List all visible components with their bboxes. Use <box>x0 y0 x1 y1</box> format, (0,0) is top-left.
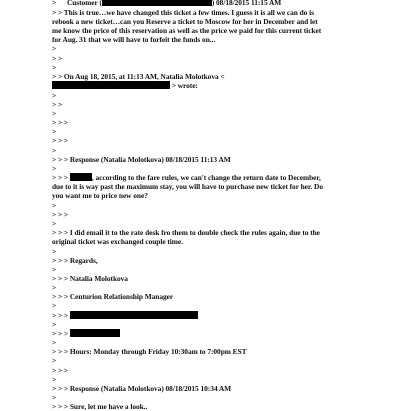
text-line <box>52 338 56 347</box>
line-text: > <box>52 109 57 118</box>
redaction-bar <box>70 311 198 319</box>
line-text: > > > Response (Natalia Molotkova) 08/18/2015 11:13 AM <box>52 155 231 164</box>
text-line <box>52 247 56 256</box>
line-text: > <box>52 338 57 347</box>
text-line <box>52 164 56 173</box>
line-text: rebook a new ticket…can you Reserve a ticket to Moscow for her in December and let <box>52 17 318 26</box>
line-text: > > > Regards, <box>52 256 98 265</box>
line-text: > > <box>52 54 63 63</box>
text-line <box>52 136 68 145</box>
line-text: > <box>52 283 57 292</box>
text-line <box>52 17 318 26</box>
line-text: > > > Response (Natalia Molotkova) 08/18/2015 10:34 AM <box>52 384 232 393</box>
text-line <box>52 54 62 63</box>
text-line <box>52 72 225 81</box>
line-text: > > > <box>52 311 70 320</box>
line-text: > > > I did email it to the rate desk fro them to double check the rules again, due to the <box>52 228 320 237</box>
redaction-bar <box>70 173 92 181</box>
line-text: > <box>52 201 57 210</box>
line-text: > <box>52 44 57 53</box>
line-text: > <box>52 219 57 228</box>
line-text: > <box>52 164 57 173</box>
line-text: > <box>52 63 57 72</box>
redaction-bar <box>52 81 170 89</box>
text-line <box>52 191 148 200</box>
text-line <box>52 347 246 356</box>
line-text: > > > <box>52 210 69 219</box>
redaction-bar <box>102 0 212 6</box>
line-text: > > > <box>52 366 69 375</box>
text-line <box>52 265 56 274</box>
line-text: > <box>52 393 57 402</box>
line-text: > > > Hours: Monday through Friday 10:30am to 7:00pm EST <box>52 347 247 356</box>
text-line <box>52 91 56 100</box>
line-text: > > > Centurion Relationship Manager <box>52 292 174 301</box>
line-text: > <box>52 91 57 100</box>
line-text: you want me to price new one? <box>52 191 148 200</box>
line-text: > > > <box>52 136 69 145</box>
text-line <box>52 384 231 393</box>
text-line <box>52 301 56 310</box>
line-text: > > On Aug 18, 2015, at 11:13 AM, Natalia Molotkova < <box>52 72 225 81</box>
line-text: > <box>52 127 57 136</box>
line-text: > <box>52 301 57 310</box>
text-line <box>52 118 68 127</box>
line-text: > > > <box>52 329 70 338</box>
line-text: > > > Natalia Molotkova <box>52 274 128 283</box>
text-line <box>52 127 56 136</box>
line-text: > > This is true…we have changed this ticket a few times. I guess it is all we can do is <box>52 8 314 17</box>
text-line <box>52 393 56 402</box>
text-line <box>52 146 56 155</box>
text-line <box>52 292 173 301</box>
text-line <box>52 109 56 118</box>
line-text: > <box>52 356 57 365</box>
text-line <box>52 228 320 237</box>
line-text: > <box>52 375 57 384</box>
line-text: > > > <box>52 173 70 182</box>
text-line <box>52 237 183 246</box>
text-line <box>52 182 323 191</box>
line-text: me know the price of this reservation as well as the price we paid for this current ticket <box>52 26 322 35</box>
line-text: > <box>52 265 57 274</box>
line-text: > <box>52 320 57 329</box>
text-line <box>52 35 215 44</box>
text-line <box>52 366 68 375</box>
text-line <box>52 173 321 182</box>
text-line <box>52 320 56 329</box>
text-line <box>52 256 98 265</box>
line-text: ) 08/18/2015 11:15 AM <box>211 0 282 7</box>
text-line <box>52 210 68 219</box>
line-text: > <box>52 247 57 256</box>
line-text: > Customer ( <box>52 0 102 7</box>
text-line <box>52 100 62 109</box>
text-line <box>52 63 56 72</box>
line-text: , according to the fare rules, we can't change the return date to December, <box>91 173 321 182</box>
text-line <box>52 402 147 411</box>
text-line <box>52 81 198 90</box>
line-text: > wrote: <box>170 81 198 90</box>
text-line <box>52 26 321 35</box>
text-line <box>52 0 281 7</box>
line-text: original ticket was exchanged couple time. <box>52 237 183 246</box>
text-line <box>52 8 314 17</box>
redaction-bar <box>70 329 120 337</box>
text-line <box>52 329 120 338</box>
line-text: > <box>52 146 57 155</box>
line-text: > > > Sure, let me have a look.. <box>52 402 148 411</box>
line-text: for Aug. 31 that we will have to forfeit the funds on... <box>52 35 216 44</box>
line-text: > > <box>52 100 63 109</box>
text-line <box>52 356 56 365</box>
text-line <box>52 155 231 164</box>
line-text: due to it is way past the maximum stay, you will have to purchase new ticket for her. Do <box>52 182 323 191</box>
text-line <box>52 283 56 292</box>
text-line <box>52 311 198 320</box>
line-text: > > > <box>52 118 69 127</box>
text-line <box>52 44 56 53</box>
text-line <box>52 274 128 283</box>
text-line <box>52 219 56 228</box>
text-line <box>52 201 56 210</box>
text-line <box>52 375 56 384</box>
